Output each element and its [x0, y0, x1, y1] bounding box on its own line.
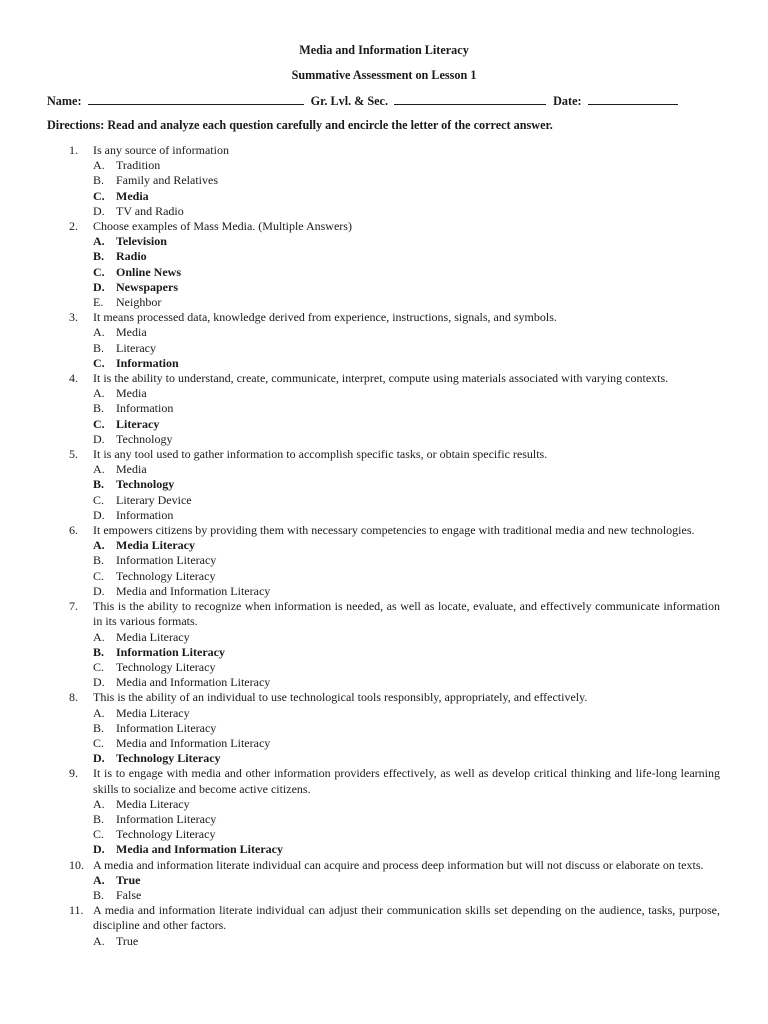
- option-letter: A.: [93, 796, 105, 811]
- option-letter: C.: [93, 735, 105, 750]
- answer-option: [93, 189, 720, 204]
- option-letter: C.: [93, 355, 105, 370]
- option-text: Information: [116, 507, 174, 522]
- question-number: 9.: [69, 766, 78, 781]
- student-info-row: [47, 93, 682, 109]
- answer-option: [93, 842, 720, 857]
- option-text: Literacy: [116, 340, 156, 355]
- question-number: 6.: [69, 523, 78, 538]
- grade-section-label: Gr. Lvl. & Sec.: [310, 94, 389, 108]
- answer-option: [93, 432, 720, 447]
- option-text: Information Literacy: [116, 811, 217, 826]
- option-letter: D.: [93, 431, 105, 446]
- answer-option: [93, 721, 720, 736]
- answer-option: [93, 477, 720, 492]
- question-text: It is the ability to understand, create, communicate, interpret, compute using materials associated with varying contexts.: [93, 371, 669, 386]
- option-text: Media and Information Literacy: [116, 675, 271, 690]
- option-text: Television: [116, 234, 167, 249]
- option-text: Media Literacy: [116, 629, 190, 644]
- name-blank: [88, 93, 304, 105]
- question-number: 11.: [69, 903, 84, 918]
- answer-option: [93, 812, 720, 827]
- option-letter: C.: [93, 264, 105, 279]
- date-label: Date:: [553, 94, 582, 108]
- answer-option: [93, 173, 720, 188]
- answer-option: [93, 873, 720, 888]
- option-letter: B.: [93, 340, 105, 355]
- answer-option: [93, 630, 720, 645]
- option-text: False: [116, 887, 142, 902]
- answer-option: [93, 356, 720, 371]
- date-blank: [588, 93, 678, 105]
- answer-option: [93, 584, 720, 599]
- option-text: Technology Literacy: [116, 659, 216, 674]
- option-letter: B.: [93, 720, 105, 735]
- option-letter: B.: [93, 887, 105, 902]
- option-text: Technology Literacy: [116, 827, 216, 842]
- question-item: [69, 903, 720, 949]
- option-letter: E.: [93, 295, 104, 310]
- question-text: It is any tool used to gather information to accomplish specific tasks, or obtain specific results.: [93, 447, 548, 462]
- answer-option: [93, 553, 720, 568]
- option-letter: D.: [93, 751, 105, 766]
- answer-option: [93, 295, 720, 310]
- option-letter: A.: [93, 705, 105, 720]
- directions: Directions: Read and analyze each question carefully and encircle the letter of the correct answer.: [47, 118, 553, 132]
- question-item: [69, 690, 720, 766]
- question-text: This is the ability to recognize when information is needed, as well as locate, evaluate, and effectively communicate information in its various formats.: [93, 599, 720, 629]
- question-item: [69, 143, 720, 219]
- answer-option: [93, 158, 720, 173]
- question-list: [69, 143, 720, 949]
- option-letter: B.: [93, 249, 105, 264]
- option-text: Radio: [116, 249, 147, 264]
- answer-option: [93, 888, 720, 903]
- answer-option: [93, 569, 720, 584]
- answer-option: [93, 645, 720, 660]
- option-text: Information: [116, 401, 174, 416]
- option-letter: A.: [93, 325, 105, 340]
- question-text: A media and information literate individual can adjust their communication skills set depending on the audience, tasks, purpose, discipline and other factors.: [93, 903, 720, 933]
- option-text: True: [116, 872, 141, 887]
- answer-option: [93, 249, 720, 264]
- option-text: Media Literacy: [116, 538, 195, 553]
- document-title: Media and Information Literacy: [299, 43, 469, 57]
- question-item: [69, 858, 720, 904]
- option-text: TV and Radio: [116, 203, 184, 218]
- answer-option: [93, 401, 720, 416]
- option-text: Literacy: [116, 416, 160, 431]
- option-text: Information Literacy: [116, 720, 217, 735]
- answer-option: [93, 462, 720, 477]
- option-text: True: [116, 933, 139, 948]
- option-text: Media: [116, 325, 147, 340]
- option-letter: C.: [93, 568, 105, 583]
- answer-option: [93, 493, 720, 508]
- answer-option: [93, 234, 720, 249]
- option-letter: C.: [93, 827, 105, 842]
- answer-option: [93, 204, 720, 219]
- question-text: It empowers citizens by providing them with necessary competencies to engage with traditional media and new technologies.: [93, 523, 695, 538]
- answer-option: [93, 386, 720, 401]
- answer-option: [93, 538, 720, 553]
- option-letter: B.: [93, 173, 105, 188]
- option-letter: D.: [93, 507, 105, 522]
- option-letter: D.: [93, 279, 105, 294]
- question-number: 8.: [69, 690, 78, 705]
- question-item: [69, 371, 720, 447]
- answer-option: [93, 675, 720, 690]
- option-text: Information Literacy: [116, 644, 225, 659]
- option-text: Tradition: [116, 158, 161, 173]
- question-number: 3.: [69, 310, 78, 325]
- answer-option: [93, 280, 720, 295]
- option-text: Information: [116, 355, 179, 370]
- option-text: Media and Information Literacy: [116, 583, 271, 598]
- option-letter: A.: [93, 462, 105, 477]
- document-subtitle: Summative Assessment on Lesson 1: [291, 68, 477, 82]
- question-number: 5.: [69, 447, 78, 462]
- option-letter: A.: [93, 234, 105, 249]
- option-letter: A.: [93, 538, 105, 553]
- option-text: Literary Device: [116, 492, 192, 507]
- option-text: Media: [116, 188, 149, 203]
- question-number: 4.: [69, 371, 78, 386]
- option-letter: B.: [93, 811, 105, 826]
- option-text: Family and Relatives: [116, 173, 218, 188]
- option-letter: C.: [93, 492, 105, 507]
- option-letter: A.: [93, 386, 105, 401]
- question-item: [69, 766, 720, 857]
- option-text: Newspapers: [116, 279, 178, 294]
- option-letter: C.: [93, 188, 105, 203]
- answer-option: [93, 934, 720, 949]
- answer-option: [93, 341, 720, 356]
- option-text: Online News: [116, 264, 182, 279]
- grade-section-blank: [394, 93, 546, 105]
- option-text: Technology: [116, 477, 175, 492]
- answer-option: [93, 660, 720, 675]
- option-text: Technology Literacy: [116, 751, 221, 766]
- question-text: Is any source of information: [93, 143, 229, 157]
- option-letter: D.: [93, 583, 105, 598]
- option-letter: C.: [93, 659, 105, 674]
- option-text: Media: [116, 462, 147, 477]
- option-text: Technology: [116, 431, 173, 446]
- question-item: [69, 447, 720, 523]
- option-text: Technology Literacy: [116, 568, 216, 583]
- question-text: This is the ability of an individual to use technological tools responsibly, appropriately, and effectively.: [93, 690, 588, 705]
- option-letter: D.: [93, 203, 105, 218]
- option-letter: A.: [93, 629, 105, 644]
- question-text: It means processed data, knowledge derived from experience, instructions, signals, and symbols.: [93, 310, 557, 325]
- question-text: A media and information literate individual can acquire and process deep information but will not discuss or elaborate on texts.: [93, 857, 704, 872]
- answer-option: [93, 508, 720, 523]
- question-item: [69, 219, 720, 310]
- question-number: 1.: [69, 143, 78, 157]
- answer-option: [93, 736, 720, 751]
- question-number: 10.: [69, 857, 84, 872]
- option-letter: B.: [93, 477, 105, 492]
- option-text: Information Literacy: [116, 553, 217, 568]
- question-text: Choose examples of Mass Media. (Multiple Answers): [93, 219, 352, 234]
- question-text: It is to engage with media and other information providers effectively, as well as develop critical thinking and life-long learning skills to socialize and become active citizens.: [93, 766, 720, 796]
- option-text: Media: [116, 386, 147, 401]
- question-item: [69, 523, 720, 599]
- answer-option: [93, 706, 720, 721]
- option-letter: B.: [93, 644, 105, 659]
- option-letter: C.: [93, 416, 105, 431]
- question-item: [69, 599, 720, 690]
- question-number: 2.: [69, 219, 78, 234]
- option-text: Neighbor: [116, 295, 162, 310]
- answer-option: [93, 417, 720, 432]
- option-letter: A.: [93, 872, 105, 887]
- option-letter: B.: [93, 553, 105, 568]
- option-text: Media and Information Literacy: [116, 735, 271, 750]
- answer-option: [93, 265, 720, 280]
- option-letter: A.: [93, 933, 105, 948]
- option-text: Media Literacy: [116, 796, 190, 811]
- option-text: Media Literacy: [116, 705, 190, 720]
- answer-option: [93, 751, 720, 766]
- answer-option: [93, 797, 720, 812]
- option-letter: D.: [93, 842, 105, 857]
- question-item: [69, 310, 720, 371]
- option-text: Media and Information Literacy: [116, 842, 283, 857]
- option-letter: A.: [93, 158, 105, 173]
- option-letter: D.: [93, 675, 105, 690]
- option-letter: B.: [93, 401, 105, 416]
- answer-option: [93, 325, 720, 340]
- answer-option: [93, 827, 720, 842]
- name-label: Name:: [47, 94, 82, 108]
- question-number: 7.: [69, 599, 78, 614]
